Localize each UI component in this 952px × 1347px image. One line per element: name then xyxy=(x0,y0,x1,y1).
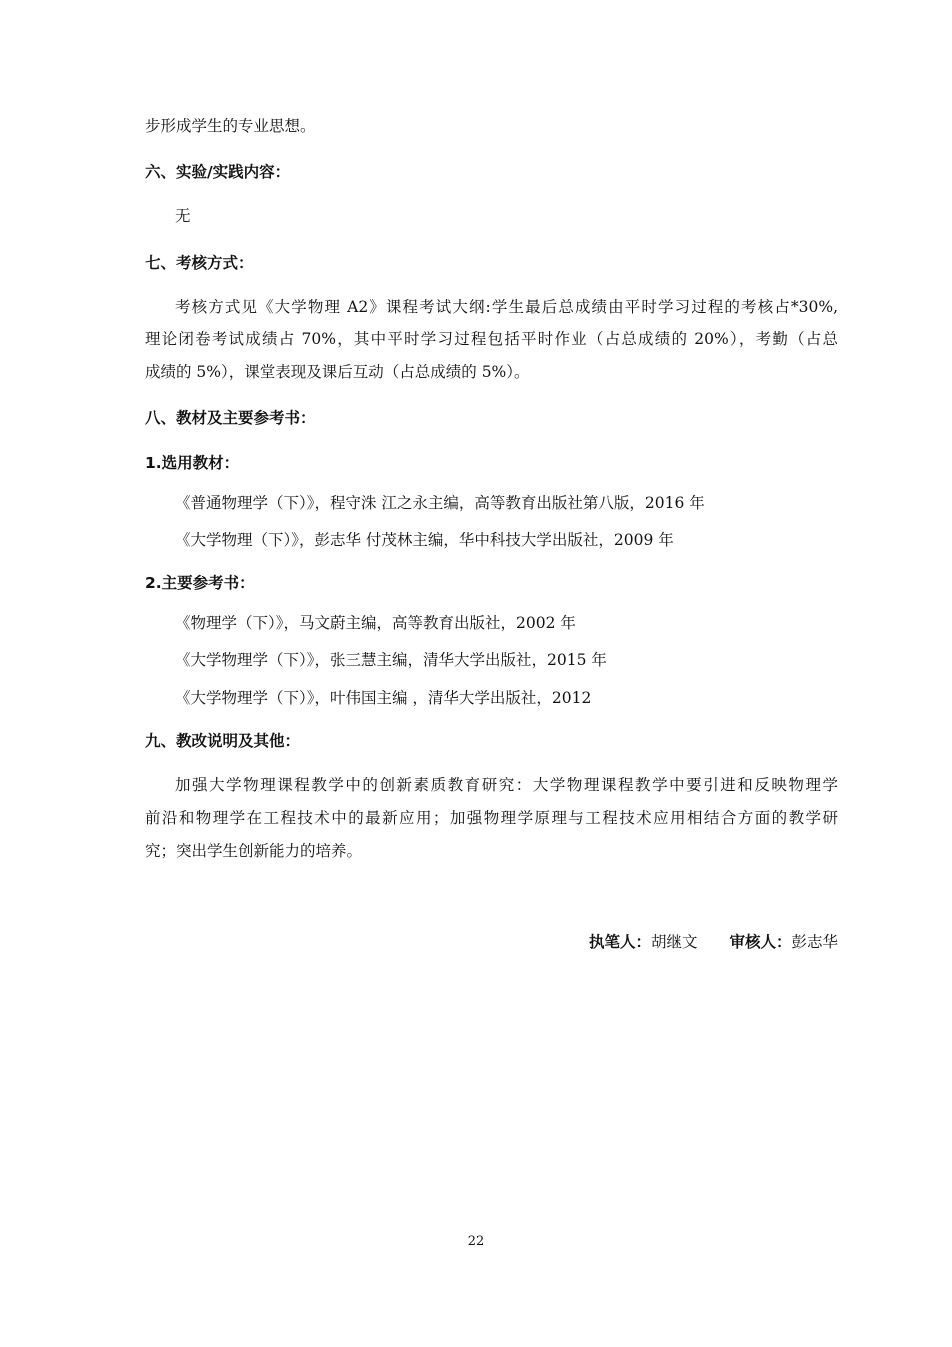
section-9-paragraph-line-2: 前沿和物理学在工程技术中的最新应用；加强物理学原理与工程技术应用相结合方面的教学研 xyxy=(145,809,838,827)
author-label: 执笔人： xyxy=(588,933,651,951)
section-7-paragraph-line-2: 理论闭卷考试成绩占 70%，其中平时学习过程包括平时作业（占总成绩的 20%），考勤（占总 xyxy=(145,330,838,348)
textbook-entry-2: 《大学物理（下）》，彭志华 付茂林主编，华中科技大学出版社，2009 年 xyxy=(175,531,674,549)
reviewer-name: 彭志华 xyxy=(791,933,838,951)
section-7-heading: 七、考核方式： xyxy=(145,254,254,272)
section-9-paragraph-line-3: 究；突出学生创新能力的培养。 xyxy=(145,842,363,860)
reference-entry-1: 《物理学（下）》，马文蔚主编，高等教育出版社，2002 年 xyxy=(175,614,576,632)
section-6-body: 无 xyxy=(175,207,191,225)
section-6-heading: 六、实验/实践内容： xyxy=(145,163,291,181)
section-8-heading: 八、教材及主要参考书： xyxy=(145,409,316,427)
author-name: 胡继文 xyxy=(650,933,698,951)
section-7-paragraph-line-1: 考核方式见《大学物理 A2》课程考试大纲:学生最后总成绩由平时学习过程的考核占*30%, xyxy=(175,298,838,316)
reference-entry-2: 《大学物理学（下）》，张三慧主编，清华大学出版社，2015 年 xyxy=(175,651,607,669)
paragraph-continuation: 步形成学生的专业思想。 xyxy=(145,117,316,135)
section-9-paragraph-line-1: 加强大学物理课程教学中的创新素质教育研究：大学物理课程教学中要引进和反映物理学 xyxy=(175,776,838,794)
signature-line xyxy=(589,931,838,953)
page-number: 22 xyxy=(467,1234,485,1249)
textbook-subheading: 1.选用教材： xyxy=(145,454,240,472)
reference-entry-3: 《大学物理学（下）》，叶伟国主编 ，清华大学出版社，2012 xyxy=(175,689,592,707)
textbook-entry-1: 《普通物理学（下）》，程守洙 江之永主编，高等教育出版社第八版，2016 年 xyxy=(175,494,705,512)
section-9-heading: 九、教改说明及其他： xyxy=(145,732,301,750)
reviewer-label: 审核人： xyxy=(729,933,792,951)
reference-subheading: 2.主要参考书： xyxy=(145,574,255,592)
section-7-paragraph-line-3: 成绩的 5%），课堂表现及课后互动（占总成绩的 5%）。 xyxy=(145,363,530,381)
